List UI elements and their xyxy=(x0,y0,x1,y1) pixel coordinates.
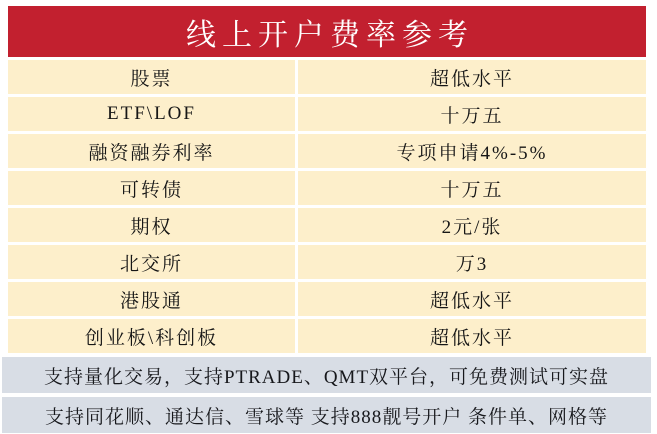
row-label-cell xyxy=(8,208,295,242)
row-label: 期权 xyxy=(130,216,173,238)
row-label-cell xyxy=(8,319,295,353)
row-label: ETF\LOF xyxy=(107,103,196,124)
row-value: 十万五 xyxy=(440,105,504,127)
row-value: 万3 xyxy=(455,253,489,275)
row-value: 专项申请4%-5% xyxy=(396,142,548,164)
row-label: 北交所 xyxy=(119,253,183,275)
row-value-cell xyxy=(298,319,646,353)
footer-note-quant xyxy=(2,357,651,393)
footer-notes xyxy=(2,357,651,433)
row-label: 创业板\科创板 xyxy=(84,327,219,349)
row-label: 股票 xyxy=(130,68,173,90)
table-row-margin-rate xyxy=(8,134,646,168)
row-value-cell xyxy=(298,171,646,205)
row-label-cell xyxy=(8,171,295,205)
row-label-cell xyxy=(8,245,295,279)
row-value: 十万五 xyxy=(440,179,504,201)
title-bar xyxy=(8,6,646,57)
row-value-cell xyxy=(298,282,646,316)
row-label-cell xyxy=(8,134,295,168)
row-value: 2元/张 xyxy=(441,216,503,238)
row-value-cell xyxy=(298,208,646,242)
table-row-hk-connect xyxy=(8,282,646,316)
table-row-etf-lof xyxy=(8,97,646,131)
table-row-convertible-bond xyxy=(8,171,646,205)
footer-note-text: 支持同花顺、通达信、雪球等 支持888靓号开户 条件单、网格等 xyxy=(44,406,608,428)
row-value: 超低水平 xyxy=(429,290,514,312)
footer-note-software xyxy=(2,397,651,433)
row-value-cell xyxy=(298,97,646,131)
table-row-stock xyxy=(8,60,646,94)
fee-table xyxy=(8,60,646,353)
row-value-cell xyxy=(298,245,646,279)
table-row-bse xyxy=(8,245,646,279)
table-row-chinext-star xyxy=(8,319,646,353)
row-value: 超低水平 xyxy=(429,327,514,349)
row-label: 融资融券利率 xyxy=(88,142,215,164)
row-label-cell xyxy=(8,60,295,94)
footer-note-text: 支持量化交易，支持PTRADE、QMT双平台，可免费测试可实盘 xyxy=(43,366,610,388)
table-row-options xyxy=(8,208,646,242)
row-value-cell xyxy=(298,134,646,168)
page-title: 线上开户费率参考 xyxy=(186,18,474,52)
row-label: 港股通 xyxy=(119,290,183,312)
row-value-cell xyxy=(298,60,646,94)
row-label: 可转债 xyxy=(119,179,183,201)
row-label-cell xyxy=(8,282,295,316)
row-label-cell xyxy=(8,97,295,131)
row-value: 超低水平 xyxy=(429,68,514,90)
